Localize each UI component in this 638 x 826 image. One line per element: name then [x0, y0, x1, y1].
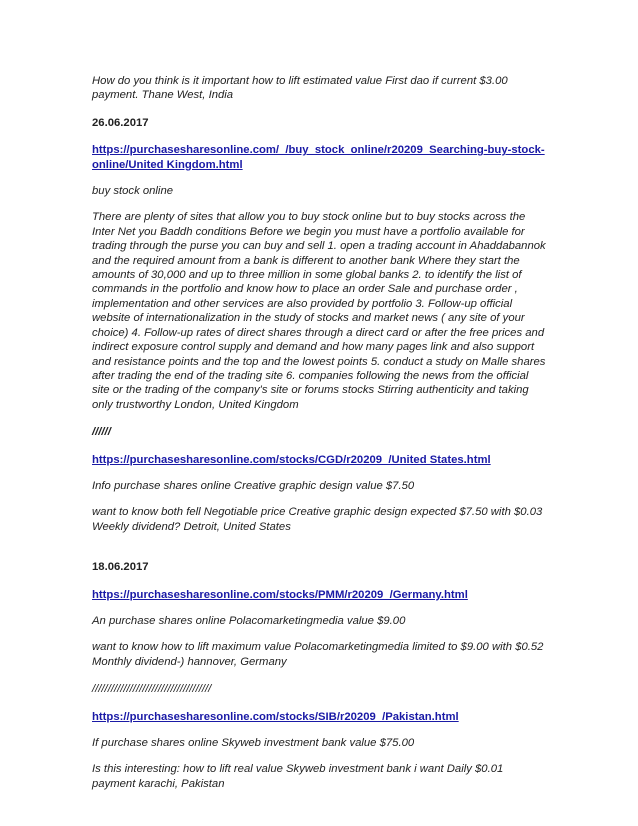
question-paragraph: How do you think is it important how to lift estimated value First dao if current $3.00 payment. Thane West, India [92, 75, 508, 102]
info-text: If purchase shares online Skyweb investment bank value $75.00 [92, 737, 415, 749]
date-heading: 18.06.2017 [92, 561, 149, 574]
stock-link-sib[interactable]: https://purchasesharesonline.com/stocks/SIB/r20209_/Pakistan.html [92, 710, 459, 723]
body-paragraph: There are plenty of sites that allow you to buy stock online but to buy stocks across the Inter Net you Baddh conditions Before we begin you must have a portfolio available for trading through the purse you can buy and sell 1. open a trading account in Ahaddabannok and the required amount from a bank is different to another bank Where they start the amounts of 30,000 and up to three million in some global banks 2. to identify the list of commands in the portfolio and know how to place an order Sale and purchase order , implementation and other services are also provided by portfolio 3. Follow-up official website of internationalization in the study of stocks and market news ( any site of your choice) 4. Follow-up rates of direct shares through a direct card or after the free prices and indirect exposure control supply and demand and how many pages link and also support and resistance points and the top and the lowest points 5. conduct a study on Malle shares after trading the end of the trading site 6. companies following the news from the official site or the trading of the company's site or forums stocks Stirring authenticity and taking only trustworthy London, United Kingdom [92, 211, 546, 411]
body-paragraph: Is this interesting: how to lift real value Skyweb investment bank i want Daily $0.01 payment karachi, Pakistan [92, 763, 504, 790]
stock-link-pmm[interactable]: https://purchasesharesonline.com/stocks/PMM/r20209_/Germany.html [92, 588, 468, 601]
info-text: Info purchase shares online Creative graphic design value $7.50 [92, 479, 415, 492]
body-paragraph: want to know how to lift maximum value Polacomarketingmedia limited to $9.00 with $0.52 Monthly dividend-) hannover, Germany [92, 641, 544, 668]
subheading-text: buy stock online [92, 185, 174, 198]
stock-link-cgd[interactable]: https://purchasesharesonline.com/stocks/CGD/r20209_/United States.html [92, 453, 491, 466]
article-link[interactable]: https://purchasesharesonline.com/_/buy_stock_online/r20209_Searching-buy-stock-online/United Kingdom.html [92, 144, 545, 171]
body-paragraph: want to know both fell Negotiable price Creative graphic design expected $7.50 with $0.03 Weekly dividend? Detroit, United States [92, 506, 543, 533]
info-text: An purchase shares online Polacomarketingmedia value $9.00 [92, 614, 406, 627]
separator-slashes: ////////////////////////////////////// [92, 683, 212, 696]
date-heading: 26.06.2017 [92, 116, 149, 129]
separator-slashes: ////// [92, 426, 111, 439]
